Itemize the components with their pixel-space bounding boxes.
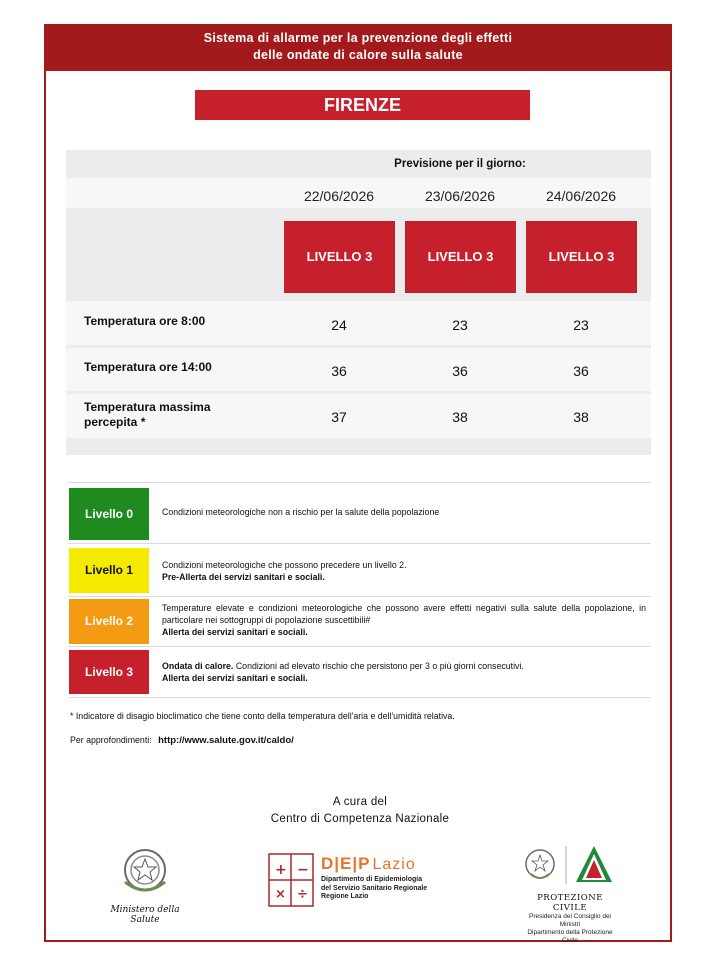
header-line-2: delle ondate di calore sulla salute: [253, 48, 463, 62]
dep-description: [321, 876, 427, 902]
legend-divider: [68, 543, 651, 544]
legend-divider: [68, 596, 651, 597]
legend-level-0: Livello 0: [69, 488, 149, 540]
legend-text-1-bold: Pre-Allerta dei servizi sanitari e sociali.: [162, 572, 325, 582]
svg-text:×: ×: [275, 887, 286, 902]
row-label-perceived-line-1: Temperatura massima: [84, 400, 211, 414]
forecast-level-1: LIVELLO 3: [284, 221, 395, 293]
row-label-temp-8: Temperatura ore 8:00: [84, 314, 206, 328]
temp-14-day-3: 36: [573, 363, 589, 379]
dep-symbol-icon: [267, 852, 315, 908]
dep-line-3: Regione Lazio: [321, 893, 369, 900]
protezione-civile-logo: [520, 842, 620, 944]
legend-text-2: [162, 602, 646, 638]
legend-level-2: Livello 2: [69, 599, 149, 644]
row-label-perceived: [84, 400, 211, 430]
pc-line-2: Dipartimento della Protezione Civile: [527, 929, 613, 944]
forecast-title: Previsione per il giorno:: [394, 158, 526, 170]
temp-14-day-2: 36: [452, 363, 468, 379]
perceived-day-3: 38: [573, 409, 589, 425]
header-line-1: Sistema di allarme per la prevenzione degli effetti: [203, 31, 513, 45]
legend-level-3: Livello 3: [69, 650, 149, 694]
city-banner: FIRENZE: [195, 90, 530, 120]
row-label-perceived-line-2: percepita *: [84, 415, 146, 429]
legend-text-0: Condizioni meteorologiche non a rischio per la salute della popolazione: [162, 507, 440, 517]
dep-lazio-logo: [267, 852, 447, 912]
temp-8-day-2: 23: [452, 317, 468, 333]
legend-divider: [68, 646, 651, 647]
legend-text-2-body: Temperature elevate e condizioni meteorologiche che possono avere effetti negativi sulla salute della popolazione, in particolare nei sottogruppi di popolazione suscettibili#: [162, 603, 646, 625]
dep-line-2: del Servizio Sanitario Regionale: [321, 884, 428, 892]
legend-text-1: [162, 559, 646, 583]
perceived-day-1: 37: [331, 409, 347, 425]
temp-8-day-1: 24: [331, 317, 347, 333]
dep-brand: [321, 854, 416, 874]
legend-divider: [68, 697, 651, 698]
temp-8-day-3: 23: [573, 317, 589, 333]
page-header: [44, 24, 672, 71]
italian-emblem-icon: [100, 846, 190, 898]
legend-divider: [68, 482, 651, 483]
dep-line-1: Dipartimento di Epidemiologia: [321, 876, 423, 883]
footnote: * Indicatore di disagio bioclimatico che tiene conto della temperatura dell'aria e dell'umidità relativa.: [70, 711, 455, 721]
credits-line-2: Centro di Competenza Nazionale: [270, 813, 450, 825]
svg-text:−: −: [297, 862, 309, 878]
legend-level-1: Livello 1: [69, 548, 149, 593]
pc-title: PROTEZIONE CIVILE: [537, 893, 603, 913]
forecast-date-2: 23/06/2026: [424, 188, 496, 204]
credits: [200, 794, 520, 828]
pc-line-1: Presidenza del Consiglio dei Ministri: [528, 913, 612, 928]
dep-brand-text: D|E|P: [321, 854, 371, 873]
legend-text-3-line: [162, 660, 646, 672]
dep-region: Lazio: [372, 856, 416, 873]
legend-text-3-body: Condizioni ad elevato rischio che persistono per 3 o più giorni consecutivi.: [233, 661, 524, 671]
forecast-level-3: LIVELLO 3: [526, 221, 637, 293]
temp-14-day-1: 36: [331, 363, 347, 379]
forecast-date-1: 22/06/2026: [303, 188, 375, 204]
ministero-logo: [100, 846, 190, 925]
perceived-day-2: 38: [452, 409, 468, 425]
forecast-date-3: 24/06/2026: [545, 188, 617, 204]
svg-text:÷: ÷: [297, 887, 308, 902]
legend-text-2-bold: Allerta dei servizi sanitari e sociali.: [162, 627, 308, 637]
legend-text-1-body: Condizioni meteorologiche che possono precedere un livello 2.: [162, 560, 407, 570]
legend-text-3-bold: Allerta dei servizi sanitari e sociali.: [162, 673, 308, 683]
more-info: [70, 735, 294, 746]
protezione-civile-emblem-icon: [520, 842, 620, 888]
credits-line-1: A cura del: [332, 796, 388, 808]
legend-text-3: [162, 660, 646, 684]
svg-text:+: +: [275, 862, 287, 878]
ministero-label: Ministero della Salute: [110, 905, 180, 925]
row-label-temp-14: Temperatura ore 14:00: [84, 360, 212, 374]
legend-text-3-lead: Ondata di calore.: [162, 661, 234, 671]
more-info-link[interactable]: http://www.salute.gov.it/caldo/: [158, 735, 294, 746]
forecast-level-2: LIVELLO 3: [405, 221, 516, 293]
more-info-label: Per approfondimenti:: [70, 735, 152, 745]
